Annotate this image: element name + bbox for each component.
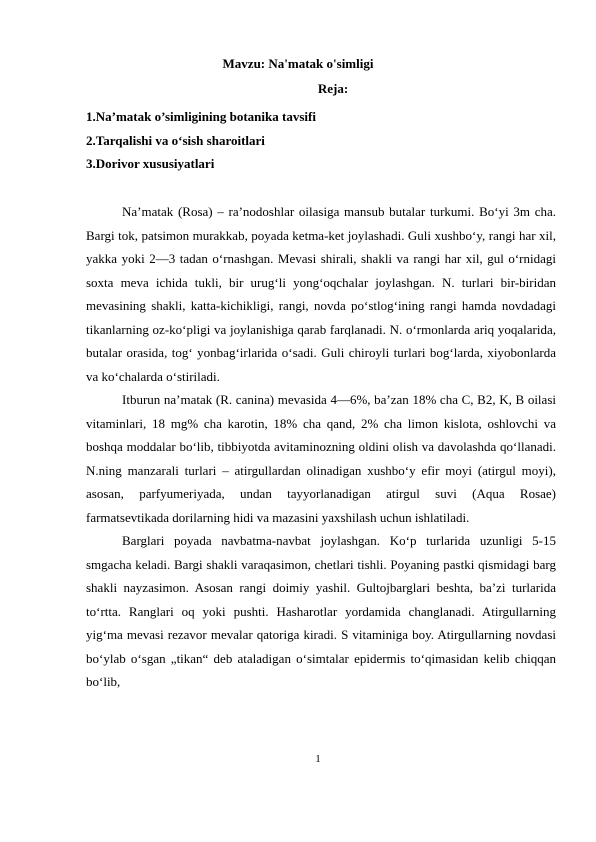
paragraph: Na’matak (Rosa) – ra’nodoshlar oilasiga mansub butalar turkumi. Bo‘yi 3m cha. Bargi tok, patsimon murakkab, poyada ketma-ket joylashadi. Guli xushbo‘y, rangi har xil, yakka yoki 2—3 tadan o‘rnashgan. Mevasi shirali, shakli va rangi har xil, gul o‘rnidagi soxta meva ichida tukli, bir urug‘li yong‘oqchalar joylashgan. N. turlari bir-biridan mevasining shakli, katta-kichikligi, rangi, novda po‘stlog‘ining rangi hamda novdadagi tikanlarning oz-ko‘pligi va joylanishiga qarab farqlanadi. N. o‘rmonlarda ariq yoqalarida, butalar orasida, tog‘ yonbag‘irlarida o‘sadi. Guli chiroyli turlari bog‘larda, xiyobonlarda va ko‘chalarda o‘stiriladi. xyxy=(86,204,556,384)
document-title: Mavzu: Na'matak o'simligi xyxy=(222,56,374,71)
paragraph: Barglari poyada navbatma-navbat joylashgan. Ko‘p turlarida uzunligi 5-15 smgacha keladi. Bargi shakli varaqasimon, chetlari tishli. Poyaning pastki qismidagi barg shakli nayzasimon. Asosan rangi doimiy yashil. Gultojbarglari beshta, ba’zi turlarida to‘rtta. Ranglari oq yoki pushti. Hasharotlar yordamida changlanadi. Atirgullarning yig‘ma mevasi rezavor mevalar qatoriga kiradi. S vitaminiga boy. Atirgullarning novdasi bo‘ylab o‘sgan „tikan“ deb ataladigan o‘simtalar epidermis to‘qimasidan kelib chiqqan bo‘lib, xyxy=(86,533,556,689)
paragraph: Itburun na’matak (R. canina) mevasida 4—6%, ba’zan 18% cha C, B2, K, B oilasi vitaminlari, 18 mg% cha karotin, 18% cha qand, 2% cha limon kislota, oshlovchi va boshqa moddalar bo‘lib, tibbiyotda avitaminozning oldini olish va davolashda qo‘llanadi. N.ning manzarali turlari – atirgullardan olinadigan xushbo‘y efir moyi (atirgul moyi), asosan, parfyumeriyada, undan tayyorlanadigan atirgul suvi (Aqua Rosae) farmatsevtikada dorilarning hidi va mazasini yaxshilash uchun ishlatiladi. xyxy=(86,392,556,525)
plan-list xyxy=(86,105,556,176)
plan-item: 3.Dorivor xususiyatlari xyxy=(86,156,215,171)
plan-heading: Reja: xyxy=(317,81,349,96)
plan-item: 2.Tarqalishi va o‘sish sharoitlari xyxy=(86,132,265,148)
page-number: 1 xyxy=(315,753,321,765)
body-text xyxy=(86,200,556,694)
plan-item: 1.Na’matak o’simligining botanika tavsifi xyxy=(86,109,316,124)
